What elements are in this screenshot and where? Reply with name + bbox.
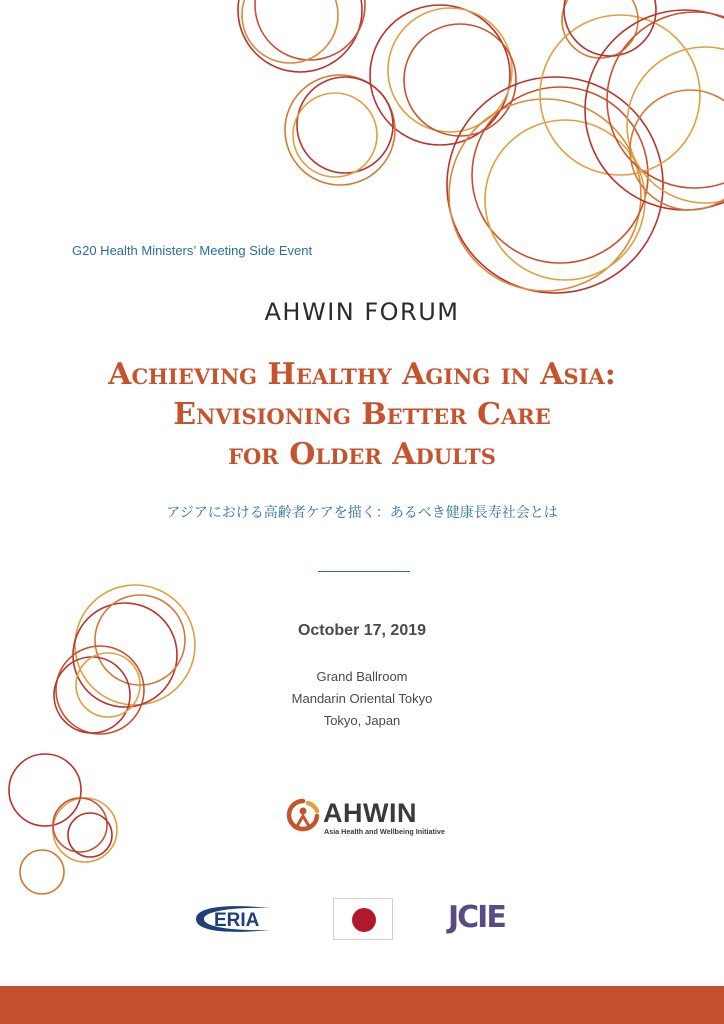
divider-rule [318,571,410,572]
ahwin-wordmark: AHWIN [323,798,417,828]
venue-line-2: Mandarin Oriental Tokyo [291,691,433,706]
japan-flag [333,898,393,940]
japanese-subtitle: アジアにおける高齢者ケアを描く：あるべき健康長寿社会とは [166,505,558,521]
eria-wordmark: ERIA [214,910,260,931]
title-line-2: Envisioning Better Care [173,397,551,432]
title-line-1: Achieving Healthy Aging in Asia: [108,357,616,392]
eria-logo [190,902,290,936]
ahwin-logo [286,798,446,838]
ahwin-mark-icon [286,798,320,834]
venue-line-3: Tokyo, Japan [323,713,401,728]
jcie-logo: JCIE [448,900,505,935]
flag-disc-icon [352,908,376,932]
event-line: G20 Health Ministers’ Meeting Side Event [72,243,313,258]
venue-block [0,666,724,732]
footer-bar [0,986,724,1024]
title-line-3: for Older Adults [228,437,496,472]
forum-name: AHWIN FORUM [264,298,460,326]
ahwin-tagline: Asia Health and Wellbeing Initiative [324,827,445,836]
event-date: October 17, 2019 [297,622,427,639]
main-title [0,355,724,475]
venue-line-1: Grand Ballroom [316,669,408,684]
